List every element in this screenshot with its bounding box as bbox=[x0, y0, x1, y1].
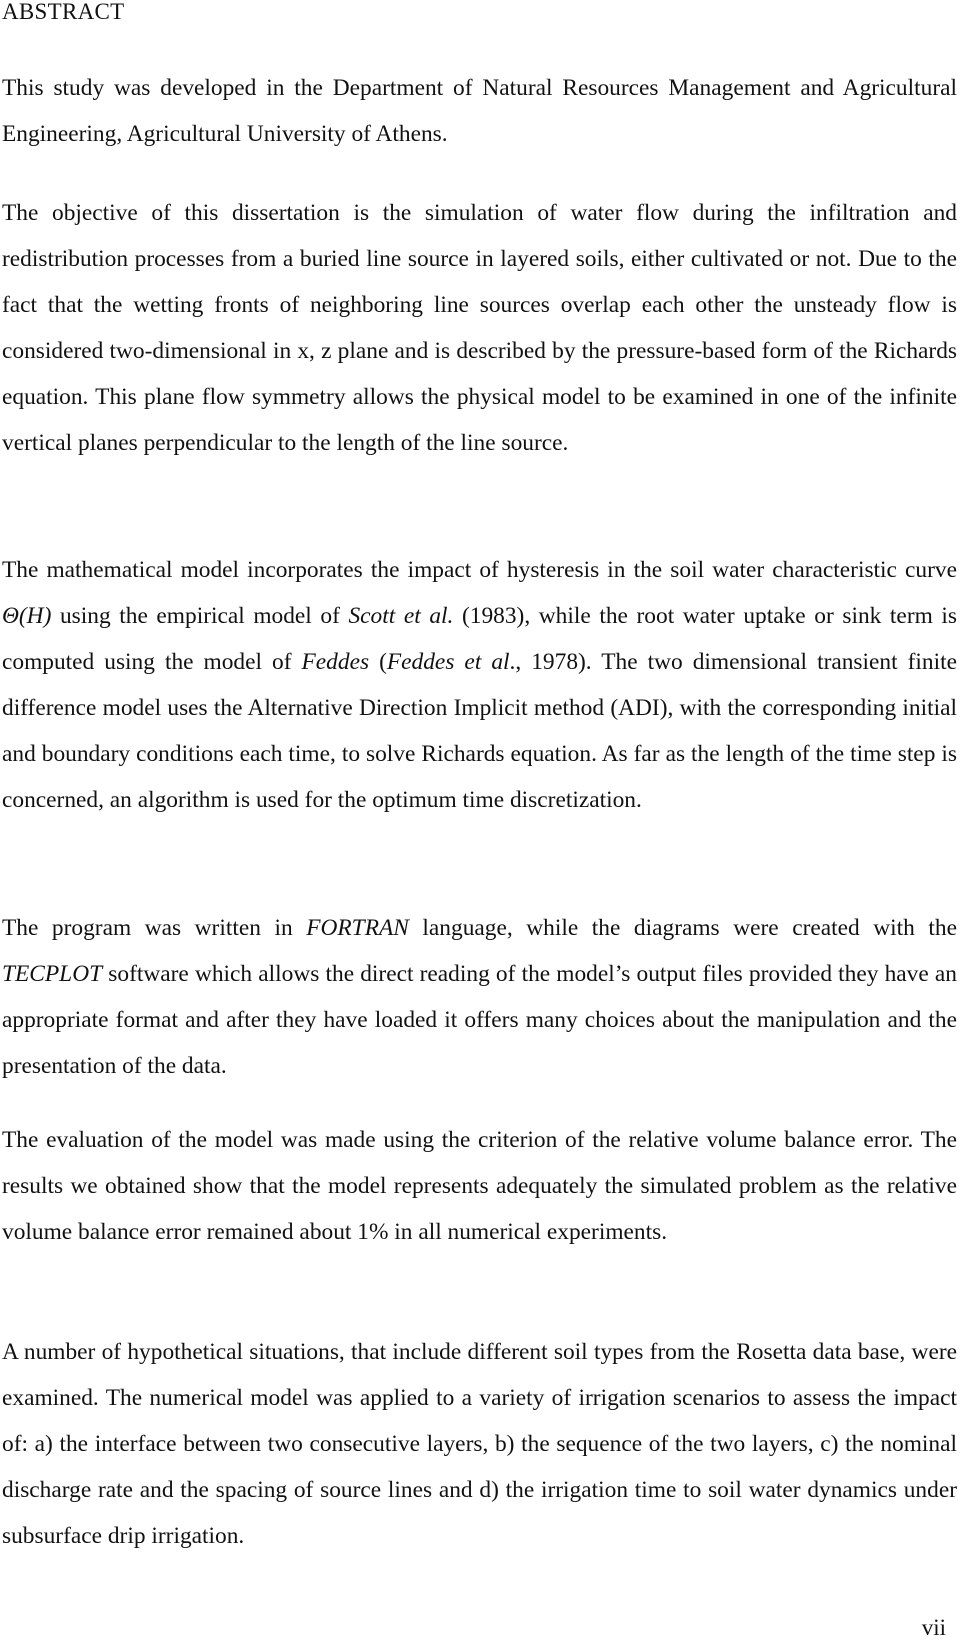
text-segment: The program was written in bbox=[2, 915, 307, 941]
text-segment: (1983), while the root water uptake or sink term is computed using the model of bbox=[2, 603, 957, 675]
text-segment: This study was developed in the Department of Natural Resources Management and Agricultural Engineering, Agricultural University of Athens. bbox=[2, 75, 957, 147]
page-number: vii bbox=[921, 1615, 946, 1640]
paragraph-mathematical-model bbox=[2, 547, 957, 823]
italic-text-segment: Feddes et al bbox=[386, 649, 510, 675]
text-segment: ., 1978). The two dimensional transient finite difference model uses the Alternative Direction Implicit method (ADI), with the corresponding initial and boundary conditions each time, to solve Richards equation. As far as the length of the time step is concerned, an algorithm is used for the optimum time discretization. bbox=[2, 649, 957, 813]
paragraph-study-origin bbox=[2, 65, 957, 157]
paragraph-scenarios bbox=[2, 1329, 957, 1559]
paragraph-evaluation bbox=[2, 1117, 957, 1255]
italic-text-segment: Feddes bbox=[301, 649, 370, 675]
section-heading: ABSTRACT bbox=[2, 0, 125, 24]
italic-text-segment: FORTRAN bbox=[306, 915, 409, 941]
italic-text-segment: Θ(H) bbox=[2, 603, 52, 629]
text-segment: software which allows the direct reading of the model’s output files provided they have an appropriate format and after they have loaded it offers many choices about the manipulation and the presentation of the data. bbox=[2, 961, 957, 1079]
text-segment: The mathematical model incorporates the impact of hysteresis in the soil water characteristic curve bbox=[2, 557, 957, 583]
paragraph-objective bbox=[2, 190, 957, 466]
text-segment: A number of hypothetical situations, that include different soil types from the Rosetta data base, were examined. The numerical model was applied to a variety of irrigation scenarios to assess the impact of: a) the interface between two consecutive layers, b) the sequence of the two layers, c) the nominal discharge rate and the spacing of source lines and d) the irrigation time to soil water dynamics under subsurface drip irrigation. bbox=[2, 1339, 957, 1549]
paragraph-program bbox=[2, 905, 957, 1089]
text-segment: ( bbox=[369, 649, 387, 675]
italic-text-segment: Scott et al. bbox=[348, 603, 454, 629]
text-segment: language, while the diagrams were created with the bbox=[408, 915, 958, 941]
text-segment: using the empirical model of bbox=[51, 603, 349, 629]
text-segment: The objective of this dissertation is the simulation of water flow during the infiltration and redistribution processes from a buried line source in layered soils, either cultivated or not. Due to the fact that the wetting fronts of neighboring line sources overlap each other the unsteady flow is considered two-dimensional in x, z plane and is described by the pressure-based form of the Richards equation. This plane flow symmetry allows the physical model to be examined in one of the infinite vertical planes perpendicular to the length of the line source. bbox=[2, 200, 957, 456]
italic-text-segment: TECPLOT bbox=[2, 961, 103, 987]
text-segment: The evaluation of the model was made using the criterion of the relative volume balance error. The results we obtained show that the model represents adequately the simulated problem as the relative volume balance error remained about 1% in all numerical experiments. bbox=[2, 1127, 957, 1245]
